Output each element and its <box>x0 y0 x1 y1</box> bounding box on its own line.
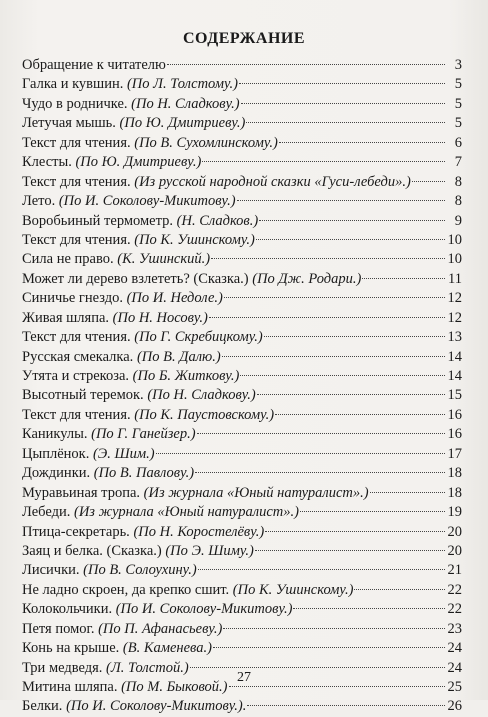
toc-entry <box>22 445 462 464</box>
toc-entry <box>22 639 462 658</box>
toc-entry-title <box>22 425 196 444</box>
toc-entry <box>22 425 462 444</box>
dot-leader <box>229 686 445 687</box>
entry-source: (По К. Ушинскому.) <box>232 581 354 598</box>
entry-page-number: 13 <box>447 329 462 346</box>
entry-source: (Л. Толстой.) <box>106 659 189 676</box>
entry-source: (Из журнала «Юный натуралист».) <box>143 484 369 501</box>
entry-page-number: 25 <box>447 679 462 695</box>
entry-source: (Н. Сладков.) <box>176 212 259 229</box>
entry-title-text: Текст для чтения. <box>22 134 135 151</box>
entry-source: (К. Ушинский.) <box>117 251 211 268</box>
entry-source: (Из журнала «Юный натуралист».) <box>74 504 299 521</box>
entry-title-text: Лебеди. <box>22 504 74 521</box>
entry-title-text: Может ли дерево взлететь? (Сказка.) <box>22 270 253 287</box>
entry-title-text: Белки. <box>22 698 67 715</box>
entry-title-text: Текст для чтения. <box>22 406 135 423</box>
toc-entry <box>22 484 462 503</box>
dot-leader <box>265 531 445 532</box>
dot-leader <box>259 220 445 221</box>
entry-page-number: 21 <box>447 562 462 579</box>
dot-leader <box>213 647 445 648</box>
toc-entry <box>22 348 462 367</box>
entry-source: (По Л. Толстому.) <box>126 76 238 93</box>
toc-entry <box>22 367 462 386</box>
toc-entry-title <box>22 56 166 75</box>
entry-source: (По Г. Ганейзер.) <box>91 426 196 443</box>
entry-page-number: 10 <box>447 231 462 248</box>
entry-source: (По Н. Коростелёву.) <box>133 523 265 540</box>
toc-entry-title <box>22 581 353 600</box>
entry-page-number: 9 <box>454 212 462 229</box>
toc-entry <box>22 503 462 522</box>
dot-leader <box>202 161 445 162</box>
entry-title-text: Текст для чтения. <box>22 329 135 346</box>
toc-entry <box>22 153 462 172</box>
entry-page-number: 17 <box>447 445 462 462</box>
entry-page-number: 22 <box>447 601 462 618</box>
entry-source: (По М. Быковой.) <box>121 679 228 695</box>
entry-title-text: Летучая мышь. <box>22 115 120 132</box>
entry-page-number: 20 <box>447 523 462 540</box>
toc-entry-title <box>22 561 197 580</box>
entry-source: (В. Каменева.) <box>122 640 212 657</box>
entry-source: (По И. Недоле.) <box>126 290 223 307</box>
entry-page-number: 16 <box>447 426 462 443</box>
toc-entry <box>22 523 462 542</box>
dot-leader <box>198 569 445 570</box>
dot-leader <box>223 628 445 629</box>
toc-entry-title <box>22 348 221 367</box>
entry-source: (По Дж. Родари.) <box>252 270 362 287</box>
entry-source: (По Г. Скребицкому.) <box>134 329 263 346</box>
toc-entry <box>22 289 462 308</box>
dot-leader <box>354 589 445 590</box>
dot-leader <box>167 64 445 65</box>
entry-source: (По Ю. Дмитриеву.) <box>75 154 202 171</box>
dot-leader <box>256 239 445 240</box>
dot-leader <box>275 414 445 415</box>
toc-entry <box>22 328 462 347</box>
entry-page-number: 7 <box>454 154 462 171</box>
toc-entry-title <box>22 134 278 153</box>
entry-source: (По Э. Шиму.) <box>165 542 254 559</box>
entry-title-text: Текст для чтения. <box>22 231 135 248</box>
toc-entry-title <box>22 75 238 94</box>
toc-entry <box>22 386 462 405</box>
entry-title-text: Обращение к читателю <box>22 57 166 73</box>
toc-entry-title <box>22 192 236 211</box>
dot-leader <box>370 492 445 493</box>
toc-entry-title <box>22 367 239 386</box>
toc-entry-title <box>22 309 208 328</box>
entry-title-text: Заяц и белка. (Сказка.) <box>22 542 166 559</box>
toc-entry <box>22 309 462 328</box>
dot-leader <box>247 705 445 706</box>
dot-leader <box>279 142 445 143</box>
entry-source: (По В. Сухомлинскому.) <box>134 134 278 151</box>
entry-page-number: 14 <box>447 348 462 365</box>
entry-source: (По Н. Носову.) <box>112 309 208 326</box>
toc-entry-title <box>22 173 411 192</box>
toc-entry <box>22 192 462 211</box>
entry-title-text: Птица-секретарь. <box>22 523 134 540</box>
toc-entry <box>22 231 462 250</box>
dot-leader <box>156 453 445 454</box>
toc-entry-title <box>22 620 222 639</box>
toc-entry <box>22 95 462 114</box>
entry-source: (По Н. Сладкову.) <box>147 387 256 404</box>
toc-entry <box>22 697 462 716</box>
entry-source: (По И. Соколову-Микитову.) <box>58 193 236 210</box>
entry-title-text: Утята и стрекоза. <box>22 368 133 384</box>
entry-page-number: 24 <box>447 640 462 657</box>
entry-title-text: Колокольчики. <box>22 601 116 618</box>
entry-page-number: 23 <box>447 620 462 637</box>
toc-entry-title <box>22 289 223 308</box>
entry-title-text: Цыплёнок. <box>22 445 93 462</box>
table-of-contents <box>22 56 462 717</box>
toc-entry <box>22 56 462 75</box>
entry-source: (По Б. Житкову.) <box>132 368 240 384</box>
toc-entry-title <box>22 542 254 561</box>
dot-leader <box>264 336 445 337</box>
entry-page-number: 15 <box>447 387 462 404</box>
entry-title-text: Синичье гнездо. <box>22 290 127 307</box>
dot-leader <box>293 608 445 609</box>
entry-page-number: 3 <box>454 57 462 73</box>
toc-entry-title <box>22 114 245 133</box>
dot-leader <box>255 550 445 551</box>
toc-entry-title <box>22 406 274 425</box>
entry-title-text: Живая шляпа. <box>22 309 113 326</box>
dot-leader <box>241 103 445 104</box>
entry-title-text: Муравьиная тропа. <box>22 484 144 501</box>
toc-entry <box>22 600 462 619</box>
dot-leader <box>246 122 445 123</box>
toc-entry-title <box>22 464 194 483</box>
dot-leader <box>237 200 445 201</box>
toc-entry-title <box>22 231 255 250</box>
dot-leader <box>362 278 445 279</box>
entry-title-text: Клесты. <box>22 154 76 171</box>
toc-entry <box>22 212 462 231</box>
entry-source: (По Н. Сладкову.) <box>131 95 240 112</box>
entry-title-text: Конь на крыше. <box>22 640 123 657</box>
page-number: 27 <box>237 670 251 685</box>
entry-source: (По В. Павлову.) <box>93 465 195 482</box>
entry-page-number: 14 <box>447 368 462 384</box>
entry-page-number: 12 <box>447 290 462 307</box>
toc-entry <box>22 581 462 600</box>
toc-entry-title <box>22 250 210 269</box>
entry-page-number: 18 <box>447 484 462 501</box>
dot-leader <box>240 375 445 376</box>
dot-leader <box>211 258 445 259</box>
entry-source: (Э. Шим.) <box>92 445 155 462</box>
toc-entry-title <box>22 600 292 619</box>
toc-entry-title <box>22 484 369 503</box>
entry-page-number: 26 <box>447 698 462 715</box>
entry-title-text: Чудо в родничке. <box>22 95 132 112</box>
entry-source: (По Ю. Дмитриеву.) <box>119 115 246 132</box>
page-title: СОДЕРЖАНИЕ <box>182 30 306 47</box>
toc-entry <box>22 406 462 425</box>
entry-title-text: Воробьиный термометр. <box>22 212 177 229</box>
toc-entry <box>22 114 462 133</box>
entry-page-number: 8 <box>454 173 462 190</box>
entry-page-number: 5 <box>454 76 462 93</box>
entry-source: (По И. Соколову-Микитову.) <box>115 601 293 618</box>
toc-entry <box>22 75 462 94</box>
toc-entry-title <box>22 639 212 658</box>
dot-leader <box>195 472 445 473</box>
dot-leader <box>224 297 445 298</box>
toc-entry-title <box>22 523 264 542</box>
entry-page-number: 16 <box>447 406 462 423</box>
dot-leader <box>239 83 445 84</box>
entry-source: (По К. Паустовскому.) <box>134 406 275 423</box>
entry-title-text: Три медведя. <box>22 659 107 676</box>
entry-source: (По В. Солоухину.) <box>83 562 197 579</box>
toc-entry <box>22 134 462 153</box>
entry-source: (По П. Афанасьеву.) <box>98 620 223 637</box>
entry-page-number: 5 <box>454 115 462 132</box>
entry-page-number: 6 <box>454 134 462 151</box>
dot-leader <box>197 433 445 434</box>
entry-title-text: Митина шляпа. <box>22 679 122 695</box>
entry-page-number: 24 <box>447 659 462 676</box>
toc-entry-title <box>22 212 258 231</box>
entry-title-text: Дождинки. <box>22 465 94 482</box>
toc-entry-title <box>22 445 155 464</box>
entry-title-text: Не ладно скроен, да крепко сшит. <box>22 581 233 598</box>
entry-title-text: Лисички. <box>22 562 84 579</box>
toc-entry-title <box>22 386 256 405</box>
entry-source: (По В. Далю.) <box>136 348 221 365</box>
entry-title-text: Петя помог. <box>22 620 99 637</box>
toc-entry <box>22 270 462 289</box>
entry-title-text: Галка и кувшин. <box>22 76 127 93</box>
entry-page-number: 12 <box>447 309 462 326</box>
toc-entry-title <box>22 503 299 522</box>
toc-entry <box>22 464 462 483</box>
entry-source: (По К. Ушинскому.) <box>134 231 255 248</box>
toc-entry-title <box>22 697 246 716</box>
dot-leader <box>209 317 445 318</box>
entry-title-text: Сила не право. <box>22 251 118 268</box>
entry-title-text: Текст для чтения. <box>22 173 135 190</box>
entry-page-number: 20 <box>447 542 462 559</box>
toc-entry-title <box>22 95 240 114</box>
toc-entry-title <box>22 270 361 289</box>
toc-entry <box>22 561 462 580</box>
entry-source: (По И. Соколову-Микитову.). <box>66 698 247 715</box>
toc-entry <box>22 173 462 192</box>
entry-page-number: 22 <box>447 581 462 598</box>
dot-leader <box>300 511 445 512</box>
entry-page-number: 8 <box>454 193 462 210</box>
entry-page-number: 5 <box>454 95 462 112</box>
dot-leader <box>257 394 445 395</box>
entry-title-text: Лето. <box>22 193 59 210</box>
entry-title-text: Высотный теремок. <box>22 387 148 404</box>
entry-source: (Из русской народной сказки «Гуси-лебеди».) <box>134 173 411 190</box>
entry-page-number: 19 <box>447 504 462 521</box>
toc-entry <box>22 542 462 561</box>
entry-page-number: 11 <box>448 270 462 287</box>
dot-leader <box>412 181 445 182</box>
entry-title-text: Русская смекалка. <box>22 348 137 365</box>
toc-entry <box>22 620 462 639</box>
toc-entry-title <box>22 328 263 347</box>
toc-entry-title <box>22 153 201 172</box>
dot-leader <box>222 356 445 357</box>
entry-title-text: Каникулы. <box>22 426 92 443</box>
entry-page-number: 18 <box>447 465 462 482</box>
dot-leader <box>190 667 445 668</box>
entry-page-number: 10 <box>447 251 462 268</box>
toc-entry <box>22 250 462 269</box>
